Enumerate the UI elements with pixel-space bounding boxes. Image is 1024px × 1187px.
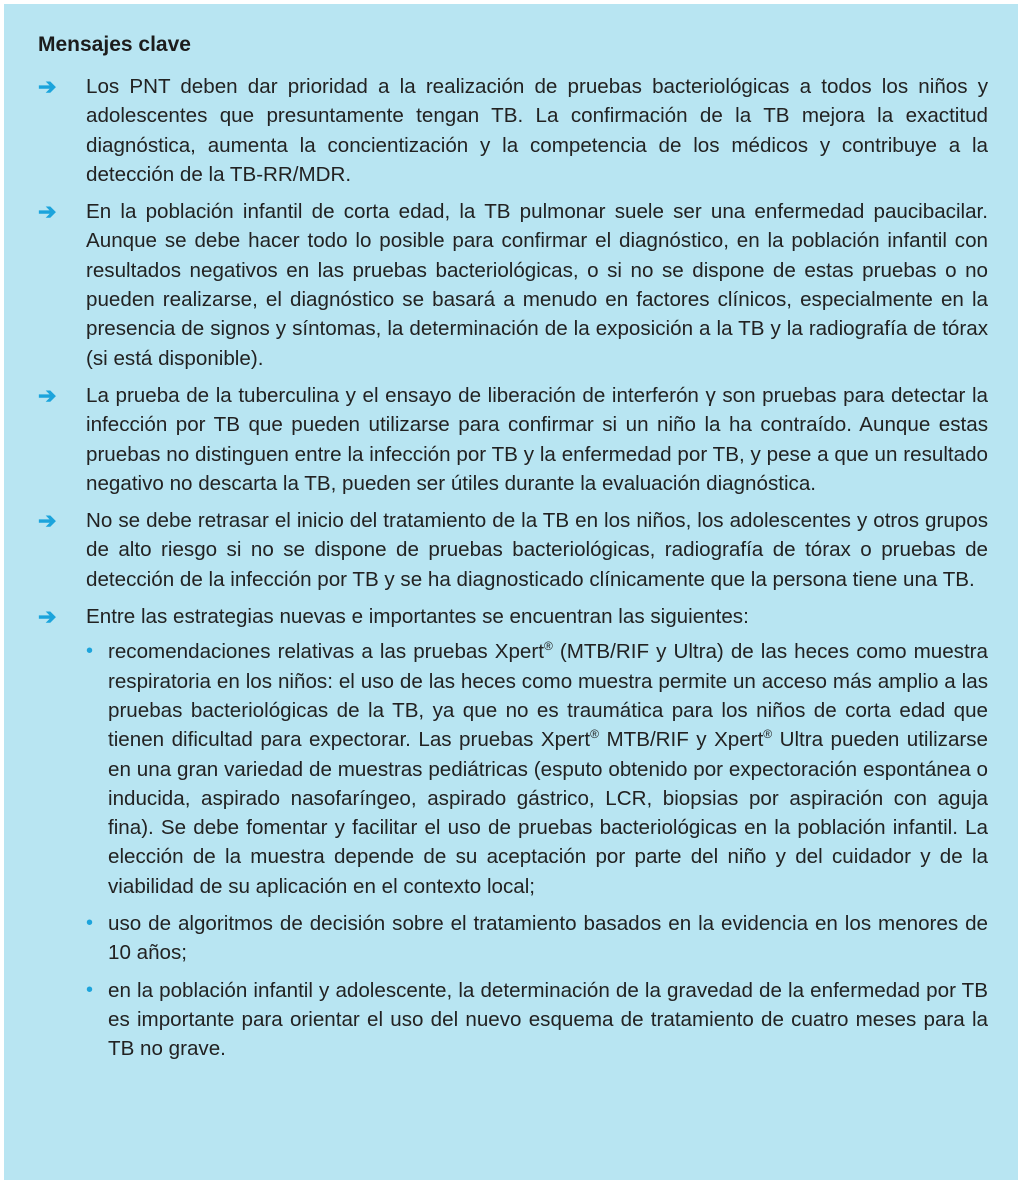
arrow-right-icon: ➔ bbox=[38, 604, 57, 630]
list-item bbox=[38, 72, 988, 189]
arrow-right-icon: ➔ bbox=[38, 508, 57, 534]
sub-list-item bbox=[86, 637, 988, 901]
registered-mark: ® bbox=[763, 727, 773, 742]
registered-mark: ® bbox=[543, 639, 553, 654]
bullet-dot-icon: • bbox=[86, 912, 94, 935]
list-item bbox=[38, 197, 988, 373]
list-item-text: Entre las estrategias nuevas e importantes se encuentran las siguientes: bbox=[86, 605, 749, 629]
list-item-text: No se debe retrasar el inicio del tratamiento de la TB en los niños, los adolescentes y otros grupos de alto riesgo si no se dispone de pruebas bacteriológicas, radiografía de tórax o pruebas de detección de la infección por TB y se ha diagnosticado clínicamente que la persona tiene una TB. bbox=[86, 509, 988, 591]
key-messages-box bbox=[3, 3, 1019, 1181]
box-title: Mensajes clave bbox=[38, 33, 191, 56]
list-item bbox=[38, 506, 988, 594]
list-item-text: Los PNT deben dar prioridad a la realización de pruebas bacteriológicas a todos los niños y adolescentes que presuntamente tengan TB. La confirmación de la TB mejora la exactitud diagnóstica, aumenta la concientización y la competencia de los médicos y contribuye a la detección de la TB-RR/MDR. bbox=[86, 75, 988, 186]
bullet-dot-icon: • bbox=[86, 978, 94, 1001]
sub-item-text-part: Ultra pueden utilizarse en una gran variedad de muestras pediátricas (esputo obtenido por expectoración espontánea o inducida, aspirado nasofaríngeo, aspirado gástrico, LCR, biopsias por aspiración con aguja fina). Se debe fomentar y facilitar el uso de pruebas bacteriológicas en la población infantil. La elección de la muestra depende de su aceptación por parte del niño y del cuidador y de la viabilidad de su aplicación en el contexto local; bbox=[108, 728, 989, 898]
sub-item-text: uso de algoritmos de decisión sobre el tratamiento basados en la evidencia en los menores de 10 años; bbox=[108, 912, 988, 965]
arrow-right-icon: ➔ bbox=[38, 199, 57, 225]
sub-list-item bbox=[86, 909, 988, 968]
list-item bbox=[38, 602, 988, 1063]
sub-list-item bbox=[86, 976, 988, 1064]
arrow-right-icon: ➔ bbox=[38, 74, 57, 99]
arrow-right-icon: ➔ bbox=[38, 382, 57, 408]
list-item-text: La prueba de la tuberculina y el ensayo de liberación de interferón γ son pruebas para detectar la infección por TB que pueden utilizarse para confirmar si un niño la ha contraído. Aunque estas pruebas no distinguen entre la infección por TB y la enfermedad por TB, y pese a que un resultado negativo no descarta la TB, pueden ser útiles durante la evaluación diagnóstica. bbox=[86, 383, 988, 495]
registered-mark: ® bbox=[590, 727, 599, 742]
sub-item-text-part: MTB/RIF y Xpert bbox=[599, 728, 764, 752]
list-item bbox=[38, 381, 988, 498]
list-item-text: En la población infantil de corta edad, la TB pulmonar suele ser una enfermedad paucibacilar. Aunque se debe hacer todo lo posible para confirmar el diagnóstico, en la población infantil con resultados negativos en las pruebas bacteriológicas, o si no se dispone de estas pruebas o no pueden realizarse, el diagnóstico se basará a menudo en factores clínicos, especialmente en la presencia de signos y síntomas, la determinación de la exposición a la TB y la radiografía de tórax (si está disponible). bbox=[86, 200, 988, 370]
strategies-sublist bbox=[86, 637, 988, 1063]
sub-item-text-part: (MTB/RIF y Ultra) de las heces como muestra respiratoria en los niños: el uso de las heces como muestra permite un acceso más amplio a las pruebas bacteriológicas de la TB, ya que no es traumática para los niños de corta edad que tienen dificultad para expectorar. Las pruebas Xpert bbox=[108, 640, 988, 752]
bullet-dot-icon: • bbox=[86, 640, 94, 663]
sub-item-text: en la población infantil y adolescente, la determinación de la gravedad de la enfermedad por TB es importante para orientar el uso del nuevo esquema de tratamiento de cuatro meses para la TB no grave. bbox=[108, 978, 988, 1061]
key-messages-list bbox=[38, 72, 988, 1064]
sub-item-text-part: recomendaciones relativas a las pruebas Xpert bbox=[108, 640, 544, 664]
